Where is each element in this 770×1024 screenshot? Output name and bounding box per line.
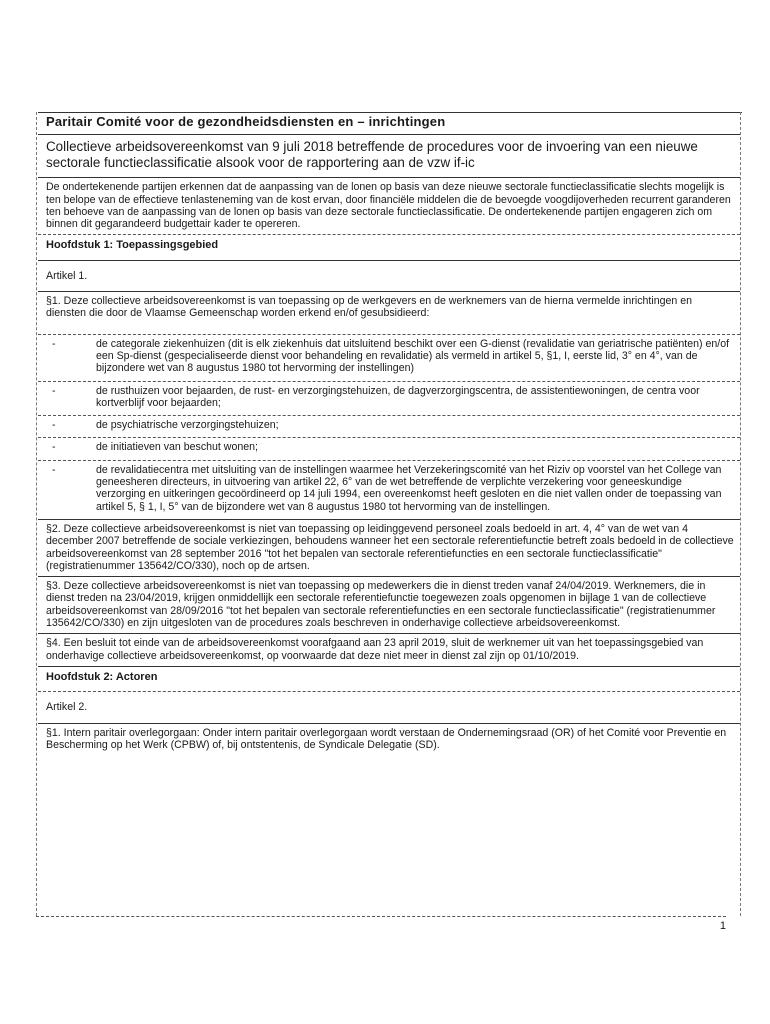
list-dash: -	[52, 384, 56, 397]
paragraph-1: §1. Deze collectieve arbeidsovereenkomst is van toepassing op de werkgevers en de werknemers van de hierna vermelde inrichtingen en diensten die door de Vlaamse Gemeenschap worden erkend en/of gesubsidieerd:	[38, 291, 740, 334]
list-item	[38, 460, 740, 519]
paragraph-5: §1. Intern paritair overlegorgaan: Onder intern paritair overlegorgaan wordt verstaan de Ondernemingsraad (OR) of het Comité voor Preventie en Bescherming op het Werk (CPBW) of, bij ontstentenis, de Syndicale Delegatie (SD).	[38, 723, 740, 756]
list-item-text: de rusthuizen voor bejaarden, de rust- en verzorgingstehuizen, de dagverzorgingscentra, de assistentiewoningen, de centra voor kortverblijf voor bejaarden;	[96, 384, 700, 409]
list-item	[38, 381, 740, 416]
paragraph-4: §4. Een besluit tot einde van de arbeidsovereenkomst voorafgaand aan 23 april 2019, sluit de werknemer uit van het toepassingsgebied van onderhavige collectieve arbeidsovereenkomst, op voorwaarde dat deze niet meer in dienst zal zijn op 01/10/2019.	[38, 633, 740, 666]
list-dash: -	[52, 441, 56, 454]
chapter-2-heading: Hoofdstuk 2: Actoren	[38, 666, 740, 691]
list-item-text: de initiatieven van beschut wonen;	[96, 441, 258, 454]
bottom-rule	[36, 916, 726, 917]
list-item	[38, 437, 740, 459]
agreement-subtitle: Collectieve arbeidsovereenkomst van 9 juli 2018 betreffende de procedures voor de invoering van een nieuwe sectorale functieclassificatie alsook voor de rapportering aan de vzw if-ic	[38, 134, 740, 177]
list-item	[38, 334, 740, 381]
intro-paragraph: De ondertekenende partijen erkennen dat de aanpassing van de lonen op basis van deze nieuwe sectorale functieclassificatie slechts mogelijk is ten belope van de effectieve tenlasteneming van de kost ervan, door financiële middelen die de bevoegde voogdijoverheden recurrent garanderen ten behoeve van de aanpassing van de lonen op basis van deze sectorale functieclassificatie. De ondertekenende partijen engageren zich om binnen dit gegarandeerd budgettair kader te opereren.	[38, 177, 740, 234]
frame-left	[36, 112, 37, 916]
paragraph-3: §3. Deze collectieve arbeidsovereenkomst is niet van toepassing op medewerkers die in dienst treden vanaf 24/04/2019. Werknemers, die in dienst treden na 23/04/2019, krijgen onmiddellijk een sectorale referentiefunctie toegewezen zoals opgenomen in bijlage 1 van de collectieve arbeidsovereenkomst van 28/09/2016 "tot het bepalen van sectorale referentiefuncties en een sectorale functieclassificatie" (registratienummer 135642/CO/330) en zijn uitgesloten van de procedures zoals beschreven in onderhavige collectieve arbeidsovereenkomst.	[38, 576, 740, 633]
list-item-text: de psychiatrische verzorgingstehuizen;	[96, 419, 279, 432]
article-1-label: Artikel 1.	[38, 260, 740, 291]
article-2-label: Artikel 2.	[38, 691, 740, 722]
frame-right	[740, 112, 741, 916]
list-dash: -	[52, 337, 56, 350]
list-dash: -	[52, 463, 56, 476]
list-item-text: de categorale ziekenhuizen (dit is elk ziekenhuis dat uitsluitend beschikt over een G-dienst (revalidatie van geriatrische patiënten) en/of een Sp-dienst (gespecialiseerde dienst voor behandeling en revalidatie) als vermeld in artikel 5, §1, I, eerste lid, 3° en 4°, van de bijzondere wet van 8 augustus 1980 tot hervorming der instellingen)	[96, 337, 730, 375]
list-item-text: de revalidatiecentra met uitsluiting van de instellingen waarmee het Verzekeringscomité van het Riziv op voorstel van het College van geneesheren directeurs, in uitvoering van artikel 22, 6° van de wet betreffende de verplichte verzekering voor geneeskundige verzorging en uitkeringen gecoördineerd op 14 juli 1994, een overeenkomst heeft gesloten en die niet vallen onder de toepassing van artikel 5, § 1, I, 5° van de bijzondere wet van 8 augustus 1980 tot hervorming van de instellingen.	[96, 463, 722, 513]
list-dash: -	[52, 419, 56, 432]
chapter-1-heading: Hoofdstuk 1: Toepassingsgebied	[38, 234, 740, 259]
page-number: 1	[719, 920, 726, 932]
list-item	[38, 415, 740, 437]
document-body	[38, 112, 740, 755]
committee-title: Paritair Comité voor de gezondheidsdiensten en – inrichtingen	[46, 114, 446, 129]
paragraph-2: §2. Deze collectieve arbeidsovereenkomst is niet van toepassing op leidinggevend personeel zoals bedoeld in art. 4, 4° van de wet van 4 december 2007 betreffende de sociale verkiezingen, behoudens wanneer het een sectorale referentiefunctie betreft zoals bedoeld in de collectieve arbeidsovereenkomst van 28 september 2016 "tot het bepalen van sectorale referentiefuncties en een sectorale functieclassificatie" (registratienummer 135642/CO/330), noch op de artsen.	[38, 519, 740, 576]
